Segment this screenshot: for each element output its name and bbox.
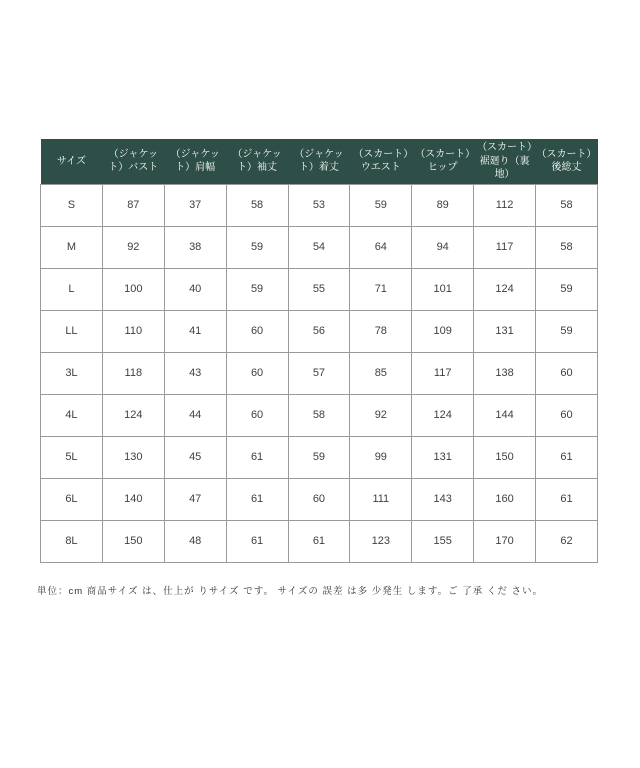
column-header: （ジャケット）袖丈	[226, 139, 288, 184]
value-cell: 38	[164, 226, 226, 268]
value-cell: 78	[350, 310, 412, 352]
value-cell: 60	[226, 394, 288, 436]
value-cell: 71	[350, 268, 412, 310]
value-cell: 59	[350, 184, 412, 226]
table-row	[41, 436, 598, 478]
column-header: （ジャケット）バスト	[102, 139, 164, 184]
value-cell: 109	[412, 310, 474, 352]
column-header: （スカート）ヒップ	[412, 139, 474, 184]
value-cell: 124	[102, 394, 164, 436]
table-row	[41, 478, 598, 520]
value-cell: 101	[412, 268, 474, 310]
size-cell: 5L	[41, 436, 103, 478]
value-cell: 170	[474, 520, 536, 562]
value-cell: 60	[288, 478, 350, 520]
header-row	[41, 139, 598, 184]
value-cell: 61	[536, 436, 598, 478]
table-row	[41, 184, 598, 226]
value-cell: 61	[226, 478, 288, 520]
size-cell: S	[41, 184, 103, 226]
value-cell: 110	[102, 310, 164, 352]
value-cell: 131	[412, 436, 474, 478]
value-cell: 85	[350, 352, 412, 394]
size-cell: 4L	[41, 394, 103, 436]
table-row	[41, 520, 598, 562]
table-row	[41, 310, 598, 352]
value-cell: 92	[350, 394, 412, 436]
column-header: （ジャケット）肩幅	[164, 139, 226, 184]
value-cell: 55	[288, 268, 350, 310]
value-cell: 140	[102, 478, 164, 520]
column-header: （スカート）裾廻り（裏地）	[474, 139, 536, 184]
value-cell: 47	[164, 478, 226, 520]
value-cell: 118	[102, 352, 164, 394]
value-cell: 160	[474, 478, 536, 520]
value-cell: 54	[288, 226, 350, 268]
column-header: （スカート）後総丈	[536, 139, 598, 184]
value-cell: 59	[536, 268, 598, 310]
value-cell: 143	[412, 478, 474, 520]
value-cell: 57	[288, 352, 350, 394]
value-cell: 130	[102, 436, 164, 478]
value-cell: 61	[226, 520, 288, 562]
value-cell: 100	[102, 268, 164, 310]
value-cell: 59	[226, 268, 288, 310]
value-cell: 87	[102, 184, 164, 226]
size-note: 単位：cm 商品サイズ は、仕上が りサイズ です。 サイズの 誤差 は多 少発生 します。ご 了承 くだ さい。	[37, 586, 544, 597]
size-cell: L	[41, 268, 103, 310]
value-cell: 62	[536, 520, 598, 562]
table-row	[41, 352, 598, 394]
value-cell: 124	[412, 394, 474, 436]
value-cell: 53	[288, 184, 350, 226]
value-cell: 99	[350, 436, 412, 478]
value-cell: 155	[412, 520, 474, 562]
column-header: （ジャケット）着丈	[288, 139, 350, 184]
value-cell: 59	[226, 226, 288, 268]
value-cell: 138	[474, 352, 536, 394]
value-cell: 40	[164, 268, 226, 310]
value-cell: 58	[288, 394, 350, 436]
value-cell: 41	[164, 310, 226, 352]
table-row	[41, 268, 598, 310]
size-cell: LL	[41, 310, 103, 352]
value-cell: 117	[474, 226, 536, 268]
value-cell: 123	[350, 520, 412, 562]
column-header: （スカート）ウエスト	[350, 139, 412, 184]
value-cell: 60	[226, 352, 288, 394]
size-cell: 6L	[41, 478, 103, 520]
value-cell: 117	[412, 352, 474, 394]
value-cell: 144	[474, 394, 536, 436]
value-cell: 59	[288, 436, 350, 478]
value-cell: 150	[474, 436, 536, 478]
size-chart-header	[41, 139, 598, 184]
value-cell: 43	[164, 352, 226, 394]
value-cell: 45	[164, 436, 226, 478]
value-cell: 56	[288, 310, 350, 352]
value-cell: 60	[536, 394, 598, 436]
value-cell: 112	[474, 184, 536, 226]
value-cell: 60	[226, 310, 288, 352]
value-cell: 89	[412, 184, 474, 226]
value-cell: 111	[350, 478, 412, 520]
value-cell: 61	[536, 478, 598, 520]
size-chart-table	[40, 139, 598, 563]
value-cell: 61	[288, 520, 350, 562]
size-cell: 3L	[41, 352, 103, 394]
table-row	[41, 226, 598, 268]
value-cell: 58	[536, 184, 598, 226]
size-cell: 8L	[41, 520, 103, 562]
value-cell: 64	[350, 226, 412, 268]
value-cell: 48	[164, 520, 226, 562]
value-cell: 59	[536, 310, 598, 352]
value-cell: 44	[164, 394, 226, 436]
value-cell: 131	[474, 310, 536, 352]
size-cell: M	[41, 226, 103, 268]
value-cell: 58	[226, 184, 288, 226]
value-cell: 60	[536, 352, 598, 394]
value-cell: 37	[164, 184, 226, 226]
value-cell: 124	[474, 268, 536, 310]
column-header: サイズ	[41, 139, 103, 184]
value-cell: 58	[536, 226, 598, 268]
value-cell: 94	[412, 226, 474, 268]
value-cell: 61	[226, 436, 288, 478]
size-chart-body	[41, 184, 598, 562]
value-cell: 150	[102, 520, 164, 562]
value-cell: 92	[102, 226, 164, 268]
table-row	[41, 394, 598, 436]
